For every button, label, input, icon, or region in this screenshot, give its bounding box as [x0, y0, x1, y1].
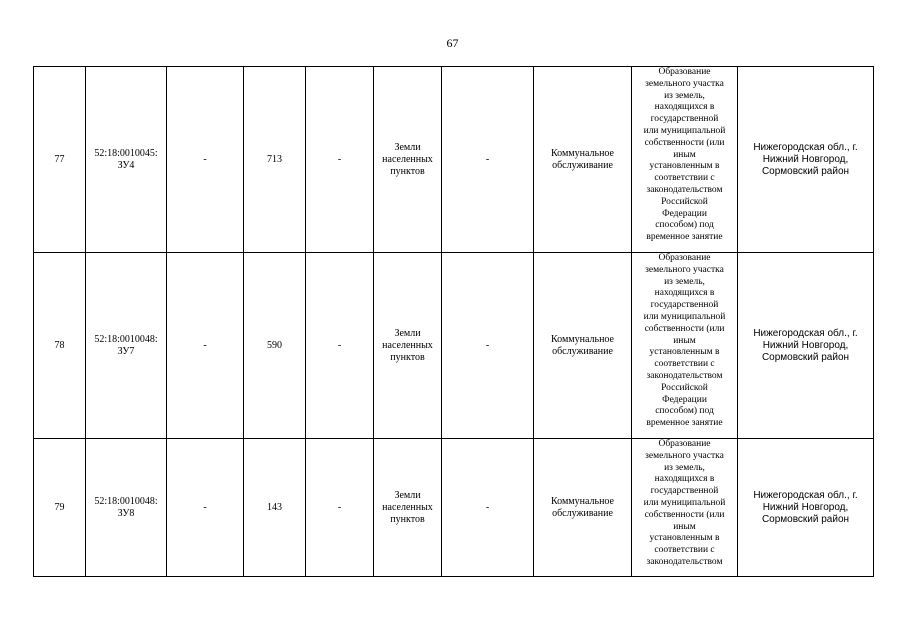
address: Нижегородская обл., г. Нижний Новгород, Сормовский район	[738, 439, 874, 577]
formation-method	[632, 439, 738, 577]
land-plots-table	[33, 66, 874, 577]
address: Нижегородская обл., г. Нижний Новгород, Сормовский район	[738, 253, 874, 439]
formation-method	[632, 253, 738, 439]
address: Нижегородская обл., г. Нижний Новгород, Сормовский район	[738, 67, 874, 253]
permitted-use: Коммунальное обслуживание	[534, 253, 632, 439]
table-row	[34, 253, 874, 439]
row-number: 78	[34, 253, 86, 439]
cadastral-number: 52:18:0010048: ЗУ7	[86, 253, 167, 439]
land-category: Земли населенных пунктов	[374, 439, 442, 577]
land-category: Земли населенных пунктов	[374, 67, 442, 253]
empty-cell: -	[442, 439, 534, 577]
land-category: Земли населенных пунктов	[374, 253, 442, 439]
empty-cell: -	[167, 253, 244, 439]
empty-cell: -	[306, 67, 374, 253]
formation-method-text: Образование земельного участка из земель, находящихся в государственной или муниципальной собственности (или иным установленным в соответствии с законодательством	[643, 439, 726, 567]
cadastral-number: 52:18:0010048: ЗУ8	[86, 439, 167, 577]
page-number: 67	[446, 36, 459, 50]
empty-cell: -	[167, 439, 244, 577]
formation-method-text: Образование земельного участка из земель, находящихся в государственной или муниципальной собственности (или иным установленным в соответствии с законодательством Российской Федерации способом) под временное занятие	[643, 253, 726, 429]
row-number: 79	[34, 439, 86, 577]
table-row	[34, 439, 874, 577]
permitted-use: Коммунальное обслуживание	[534, 67, 632, 253]
empty-cell: -	[306, 439, 374, 577]
area-value: 713	[244, 67, 306, 253]
formation-method-text: Образование земельного участка из земель, находящихся в государственной или муниципальной собственности (или иным установленным в соответствии с законодательством Российской Федерации способом) под временное занятие	[643, 67, 726, 243]
permitted-use: Коммунальное обслуживание	[534, 439, 632, 577]
empty-cell: -	[442, 67, 534, 253]
row-number: 77	[34, 67, 86, 253]
empty-cell: -	[442, 253, 534, 439]
empty-cell: -	[306, 253, 374, 439]
empty-cell: -	[167, 67, 244, 253]
area-value: 590	[244, 253, 306, 439]
formation-method	[632, 67, 738, 253]
area-value: 143	[244, 439, 306, 577]
table-row	[34, 67, 874, 253]
cadastral-number: 52:18:0010045: ЗУ4	[86, 67, 167, 253]
